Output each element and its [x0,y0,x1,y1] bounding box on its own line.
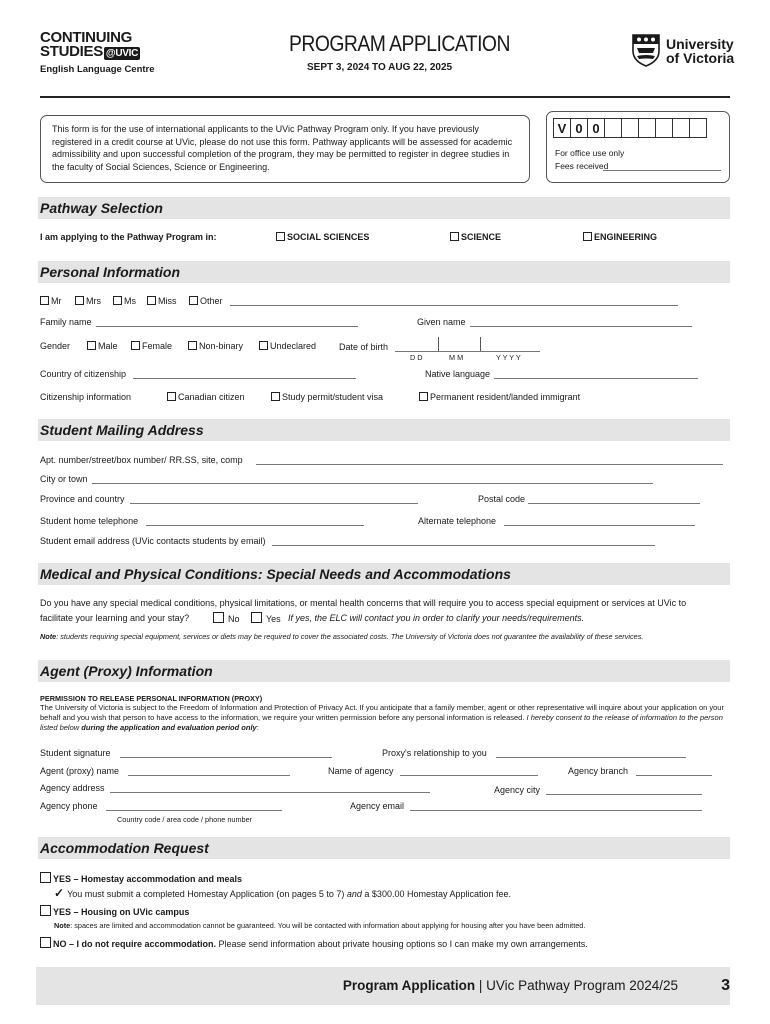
id-cell [672,118,690,138]
checkmark-icon: ✓ [54,886,65,900]
checkbox[interactable] [147,296,156,305]
checkbox[interactable] [251,612,262,623]
office-use-label: For office use only [555,148,625,158]
pathway-option-engineering[interactable]: ENGINEERING [583,232,657,242]
apt-label: Apt. number/street/box number/ RR.SS, site, comp [40,455,243,465]
agency-phone-field[interactable] [106,801,282,811]
medical-cost-note: Note: students requiring special equipment, services or diets may be required to cover the associated costs. The University of Victoria does not guarantee the availability of these services. [40,632,644,641]
dob-field[interactable] [395,337,540,352]
gender-undeclared[interactable]: Undeclared [259,341,316,351]
section-mailing-address: Student Mailing Address [38,419,730,441]
title-mr[interactable]: Mr [40,296,62,306]
checkbox[interactable] [113,296,122,305]
apt-field[interactable] [256,455,723,465]
office-use-box [546,111,730,183]
agency-name-field[interactable] [400,766,538,776]
native-language-field[interactable] [494,369,698,379]
medical-no[interactable]: No [213,612,240,624]
agency-phone-label: Agency phone [40,801,98,811]
postal-code-field[interactable] [528,494,700,504]
header-divider [40,96,730,98]
homestay-note: ✓ You must submit a completed Homestay Application (on pages 5 to 7) and a $300.00 Homestay Application fee. [54,886,512,900]
medical-yes[interactable]: Yes [251,612,281,624]
accommodation-housing[interactable]: YES – Housing on UVic campus [40,905,189,917]
agency-branch-label: Agency branch [568,766,629,776]
checkbox[interactable] [40,905,51,916]
id-cell [604,118,622,138]
citizenship-country-field[interactable] [133,369,356,379]
dob-label: Date of birth [339,342,389,352]
checkbox[interactable] [188,341,197,350]
given-name-label: Given name [417,317,466,327]
accommodation-homestay[interactable]: YES – Homestay accommodation and meals [40,872,242,884]
dob-yyyy-hint: Y Y Y Y [496,353,521,362]
checkbox[interactable] [131,341,140,350]
uvic-crest-icon [631,33,661,67]
section-accommodation-request: Accommodation Request [38,837,730,859]
proxy-relationship-label: Proxy's relationship to you [382,748,487,758]
checkbox[interactable] [40,937,51,948]
agency-address-label: Agency address [40,783,105,793]
province-field[interactable] [130,494,418,504]
title-other[interactable]: Other [189,296,223,306]
agency-email-label: Agency email [350,801,405,811]
section-pathway-selection: Pathway Selection [38,197,730,219]
section-agent-information: Agent (Proxy) Information [38,660,730,682]
dob-dd-hint: D D [410,353,423,362]
accommodation-none[interactable]: NO – I do not require accommodation. Please send information about private housing options so I can make my own arrangements. [40,937,588,949]
checkbox[interactable] [583,232,592,241]
permission-title: PERMISSION TO RELEASE PERSONAL INFORMATION (PROXY) [40,694,263,703]
section-personal-information: Personal Information [38,261,730,283]
id-cell [689,118,707,138]
student-signature-field[interactable] [120,748,332,758]
page-number: 3 [721,977,730,994]
native-language-label: Native language [425,369,491,379]
page-footer [36,967,730,1005]
id-cell: V [553,118,571,138]
checkbox[interactable] [259,341,268,350]
medical-question: Do you have any special medical conditions, physical limitations, or mental health concerns that will require you to access special equipment or services at UVic to [40,598,687,608]
gender-male[interactable]: Male [87,341,118,351]
email-field[interactable] [272,536,655,546]
program-dates: SEPT 3, 2024 TO AUG 22, 2025 [307,62,453,73]
title-other-field[interactable] [230,296,678,306]
fees-received-label: Fees received [555,161,609,171]
given-name-field[interactable] [470,317,692,327]
pathway-prompt: I am applying to the Pathway Program in: [40,232,217,242]
alt-phone-label: Alternate telephone [418,516,497,526]
medical-yes-note: If yes, the ELC will contact you in order to clarify your needs/requirements. [288,613,585,623]
title-ms[interactable]: Ms [113,296,136,306]
checkbox[interactable] [271,392,280,401]
family-name-label: Family name [40,317,92,327]
checkbox[interactable] [75,296,84,305]
agency-city-label: Agency city [494,785,541,795]
checkbox[interactable] [419,392,428,401]
alt-phone-field[interactable] [504,516,695,526]
checkbox[interactable] [40,296,49,305]
agency-name-label: Name of agency [328,766,394,776]
id-cell: 0 [570,118,588,138]
id-cell: 0 [587,118,605,138]
student-signature-label: Student signature [40,748,111,758]
citizenship-canadian[interactable]: Canadian citizen [167,392,245,402]
agent-name-label: Agent (proxy) name [40,766,120,776]
postal-code-label: Postal code [478,494,526,504]
citizenship-permanent-resident[interactable]: Permanent resident/landed immigrant [419,392,580,402]
checkbox[interactable] [276,232,285,241]
checkbox[interactable] [213,612,224,623]
checkbox[interactable] [40,872,51,883]
gender-female[interactable]: Female [131,341,172,351]
agency-branch-field[interactable] [636,766,712,776]
medical-question-cont: facilitate your learning and your stay? [40,613,190,623]
agency-city-field[interactable] [546,785,702,795]
uvic-logo-text: University of Victoria [666,36,735,66]
family-name-field[interactable] [96,317,358,327]
phone-format-hint: Country code / area code / phone number [117,815,253,824]
home-phone-label: Student home telephone [40,516,139,526]
agent-name-field[interactable] [128,766,290,776]
id-cell [655,118,673,138]
dob-mm-hint: M M [449,353,464,362]
checkbox[interactable] [189,296,198,305]
id-cell [638,118,656,138]
fees-received-field[interactable] [603,161,721,171]
section-medical-conditions: Medical and Physical Conditions: Special Needs and Accommodations [38,563,730,585]
agency-address-field[interactable] [110,783,430,793]
agency-email-field[interactable] [410,801,702,811]
intro-notice: This form is for the use of international applicants to the UVic Pathway Program only. If you have previously registered in a credit course at UVic, please do not use this form. Pathway applicants will be assessed for academic admissibility and upon successful completion of the program, they may be permitted to register in degree studies in the faculty of Social Sciences, Science or Engineering. [40,115,530,183]
title-miss[interactable]: Miss [147,296,177,306]
home-phone-field[interactable] [146,516,364,526]
gender-non-binary[interactable]: Non-binary [188,341,243,351]
checkbox[interactable] [167,392,176,401]
city-field[interactable] [92,474,653,484]
city-label: City or town [40,474,88,484]
pathway-option-science[interactable]: SCIENCE [450,232,501,242]
page-title: PROGRAM APPLICATION [289,31,510,56]
email-label: Student email address (UVic contacts students by email) [40,536,266,546]
continuing-studies-logo: CONTINUING STUDIES @UVIC English Language Centre [40,29,155,75]
housing-note: Note: spaces are limited and accommodation cannot be guaranteed. You will be contacted with information about applying for housing after you have been admitted. [54,921,586,930]
student-id-cells[interactable] [554,118,707,138]
proxy-relationship-field[interactable] [496,748,686,758]
id-cell [621,118,639,138]
province-label: Province and country [40,494,125,504]
citizenship-country-label: Country of citizenship [40,369,127,379]
title-mrs[interactable]: Mrs [75,296,101,306]
footer-title: Program Application | UVic Pathway Program 2024/25 [342,978,678,993]
pathway-option-social-sciences[interactable]: SOCIAL SCIENCES [276,232,369,242]
citizenship-study-permit[interactable]: Study permit/student visa [271,392,383,402]
citizenship-info-label: Citizenship information [40,392,132,402]
gender-label: Gender [40,341,71,351]
checkbox[interactable] [450,232,459,241]
permission-text: The University of Victoria is subject to the Freedom of Information and Protection of Privacy Act. If you anticipate that a family member, agent or other representative will inquire about your application on your behalf and you wish that person to have access to the information, we require your written permission before any personal information is released. I hereby consent to the release of information to the person listed below during the application and evaluation period only: [40,703,724,732]
checkbox[interactable] [87,341,96,350]
